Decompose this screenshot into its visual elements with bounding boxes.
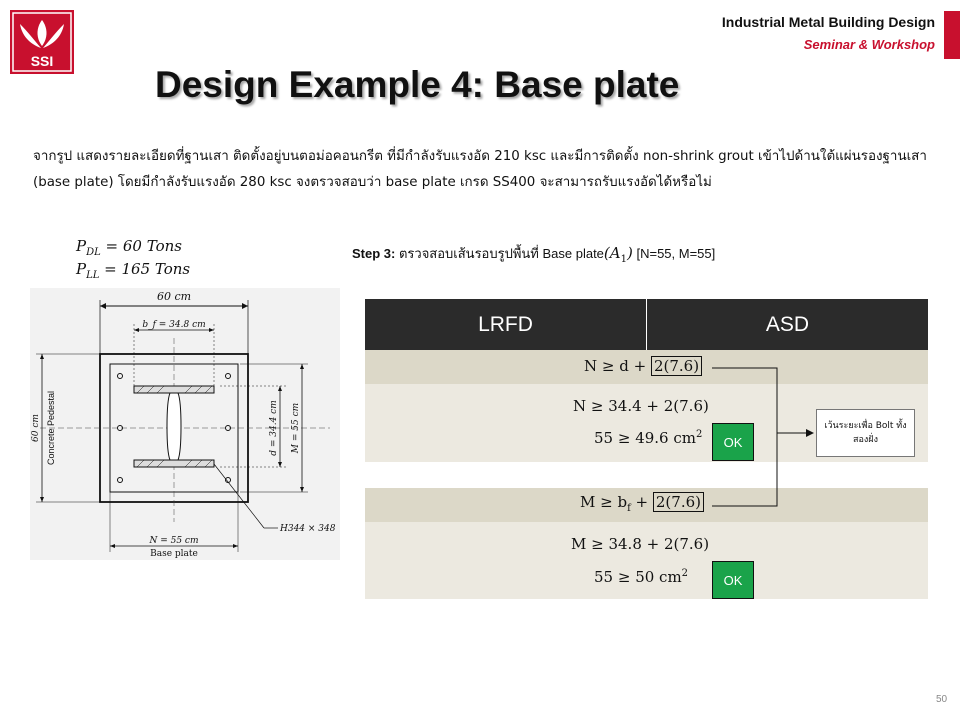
area-symbol: $(A_1)$ bbox=[603, 244, 633, 265]
intro-paragraph: จากรูป แสดงรายละเอียดที่ฐานเสา ติดตั้งอยู่บนตอม่อคอนกรีต ที่มีกำลังรับแรงอัด 210 ksc และมีการติดตั้ง non-shrink grout เข้าไปด้านใต้แผ่นรองฐานเสา (base plate) โดยมีกำลังรับแรงอัด 280 ksc จงตรวจสอบว่า base plate เกรด SS400 จะสามารถรับแรงอัดได้หรือไม่ bbox=[33, 149, 927, 190]
dl-symbol: P bbox=[76, 237, 87, 255]
n-ok-badge: OK bbox=[712, 423, 754, 461]
step-text: ตรวจสอบเส้นรอบรูปพื้นที่ Base plate bbox=[398, 246, 604, 261]
n-result: 55 ≥ 49.6 $cm^2$ bbox=[594, 429, 703, 447]
base-plate-label: Base plate bbox=[150, 549, 198, 559]
n-dimension-label: N = 55 cm bbox=[149, 536, 199, 546]
n-substitution: N ≥ 34.4 + 2(7.6) bbox=[573, 397, 709, 415]
slide-title: Design Example 4: Base plate bbox=[155, 64, 680, 105]
dl-value: = 60 Tons bbox=[100, 237, 182, 255]
m-dimension-label: M = 55 cm bbox=[291, 402, 301, 454]
live-load-equation bbox=[76, 260, 190, 281]
d-dimension-label: d = 34.4 cm bbox=[269, 400, 279, 456]
top-dimension-label: 60 cm bbox=[156, 290, 192, 303]
ll-symbol: P bbox=[76, 260, 87, 278]
m-result: 55 ≥ 50 $cm^2$ bbox=[594, 568, 689, 586]
bf-dimension-label: b_f = 34.8 cm bbox=[142, 320, 206, 330]
m-requirement: $M \ge b_f + 2(7.6)$ bbox=[580, 493, 704, 514]
step-label: Step 3: bbox=[352, 246, 396, 261]
bolt-spacing-note: เว้นระยะเพื่อ Bolt ทั้งสองฝั่ง bbox=[816, 409, 915, 457]
step-3-line bbox=[352, 243, 715, 265]
logo-text: SSI bbox=[30, 53, 54, 69]
step-params: [N=55, M=55] bbox=[636, 246, 716, 261]
ssi-logo bbox=[10, 10, 74, 74]
n-requirement: N ≥ d + 2(7.6) bbox=[584, 357, 702, 375]
lrfd-column-header: LRFD bbox=[365, 299, 646, 350]
ll-sub: LL bbox=[86, 270, 100, 281]
page-number: 50 bbox=[936, 694, 948, 705]
header-title: Industrial Metal Building Design bbox=[721, 14, 935, 30]
base-plate-drawing bbox=[30, 288, 340, 560]
header-subtitle: Seminar & Workshop bbox=[803, 37, 935, 52]
n-edge-distance-box: 2(7.6) bbox=[651, 356, 702, 376]
m-edge-distance-box: 2(7.6) bbox=[653, 492, 704, 512]
m-substitution: M ≥ 34.8 + 2(7.6) bbox=[571, 535, 710, 553]
asd-column-header: ASD bbox=[647, 299, 928, 350]
ll-value: = 165 Tons bbox=[99, 260, 191, 278]
dl-sub: DL bbox=[86, 247, 101, 258]
left-dimension-label: 60 cm bbox=[31, 414, 41, 442]
pedestal-label: Concrete Pedestal bbox=[46, 390, 56, 466]
m-check-body-row bbox=[365, 522, 928, 599]
header-accent-bar bbox=[944, 11, 960, 59]
m-ok-badge: OK bbox=[712, 561, 754, 599]
dead-load-equation bbox=[76, 237, 182, 258]
section-label: H344 × 348 bbox=[280, 524, 336, 534]
